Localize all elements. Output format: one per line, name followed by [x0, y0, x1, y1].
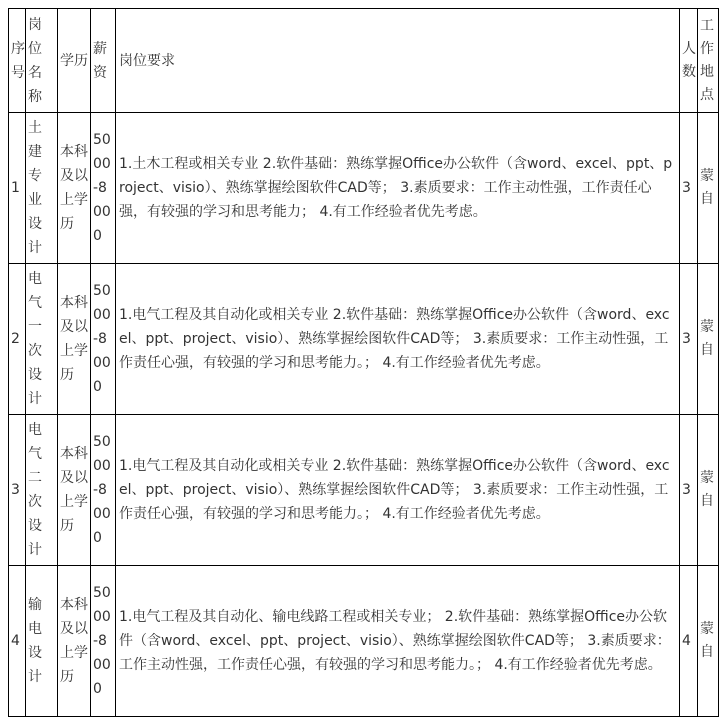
row-salary: 5000-8000 [91, 113, 116, 264]
row-requirements: 1.电气工程及其自动化或相关专业 2.软件基础：熟练掌握Office办公软件（含word、excel、ppt、project、visio）、熟练掌握绘图软件CAD等； 3.素质要求：工作主动性强，工作责任心强，有较强的学习和思考能力。； 4.有工作经验者优先考虑。 [116, 415, 680, 566]
header-row [9, 9, 719, 113]
row-seq: 1 [9, 113, 26, 264]
row-count: 3 [680, 113, 698, 264]
header-location: 工作地点 [698, 9, 719, 113]
row-education: 本科及以上学历 [58, 566, 91, 717]
table-row [9, 415, 719, 566]
row-salary: 5000-8000 [91, 415, 116, 566]
row-location: 蒙自 [698, 415, 719, 566]
row-requirements: 1.电气工程及其自动化或相关专业 2.软件基础：熟练掌握Office办公软件（含word、excel、ppt、project、visio）、熟练掌握绘图软件CAD等； 3.素质要求：工作主动性强，工作责任心强，有较强的学习和思考能力。； 4.有工作经验者优先考虑。 [116, 264, 680, 415]
row-count: 3 [680, 415, 698, 566]
row-name: 土建专业设计 [26, 113, 58, 264]
header-requirements: 岗位要求 [116, 9, 680, 113]
header-education: 学历 [58, 9, 91, 113]
row-salary: 5000-8000 [91, 264, 116, 415]
row-count: 4 [680, 566, 698, 717]
header-seq: 序号 [9, 9, 26, 113]
header-name: 岗位名称 [26, 9, 58, 113]
table-row [9, 113, 719, 264]
job-table [8, 8, 719, 717]
row-location: 蒙自 [698, 264, 719, 415]
row-education: 本科及以上学历 [58, 415, 91, 566]
row-requirements: 1.土木工程或相关专业 2.软件基础：熟练掌握Office办公软件（含word、excel、ppt、project、visio）、熟练掌握绘图软件CAD等； 3.素质要求：工作主动性强，工作责任心强，有较强的学习和思考能力； 4.有工作经验者优先考虑。 [116, 113, 680, 264]
table-row [9, 264, 719, 415]
row-salary: 5000-8000 [91, 566, 116, 717]
row-location: 蒙自 [698, 113, 719, 264]
row-seq: 3 [9, 415, 26, 566]
row-count: 3 [680, 264, 698, 415]
row-name: 电气一次设计 [26, 264, 58, 415]
row-name: 输电设计 [26, 566, 58, 717]
row-requirements: 1.电气工程及其自动化、输电线路工程或相关专业； 2.软件基础：熟练掌握Office办公软件（含word、excel、ppt、project、visio）、熟练掌握绘图软件CAD等； 3.素质要求：工作主动性强，工作责任心强，有较强的学习和思考能力。； 4.有工作经验者优先考虑。 [116, 566, 680, 717]
row-education: 本科及以上学历 [58, 113, 91, 264]
row-education: 本科及以上学历 [58, 264, 91, 415]
header-salary: 薪资 [91, 9, 116, 113]
row-seq: 4 [9, 566, 26, 717]
header-count: 人数 [680, 9, 698, 113]
table-row [9, 566, 719, 717]
row-seq: 2 [9, 264, 26, 415]
row-name: 电气二次设计 [26, 415, 58, 566]
row-location: 蒙自 [698, 566, 719, 717]
